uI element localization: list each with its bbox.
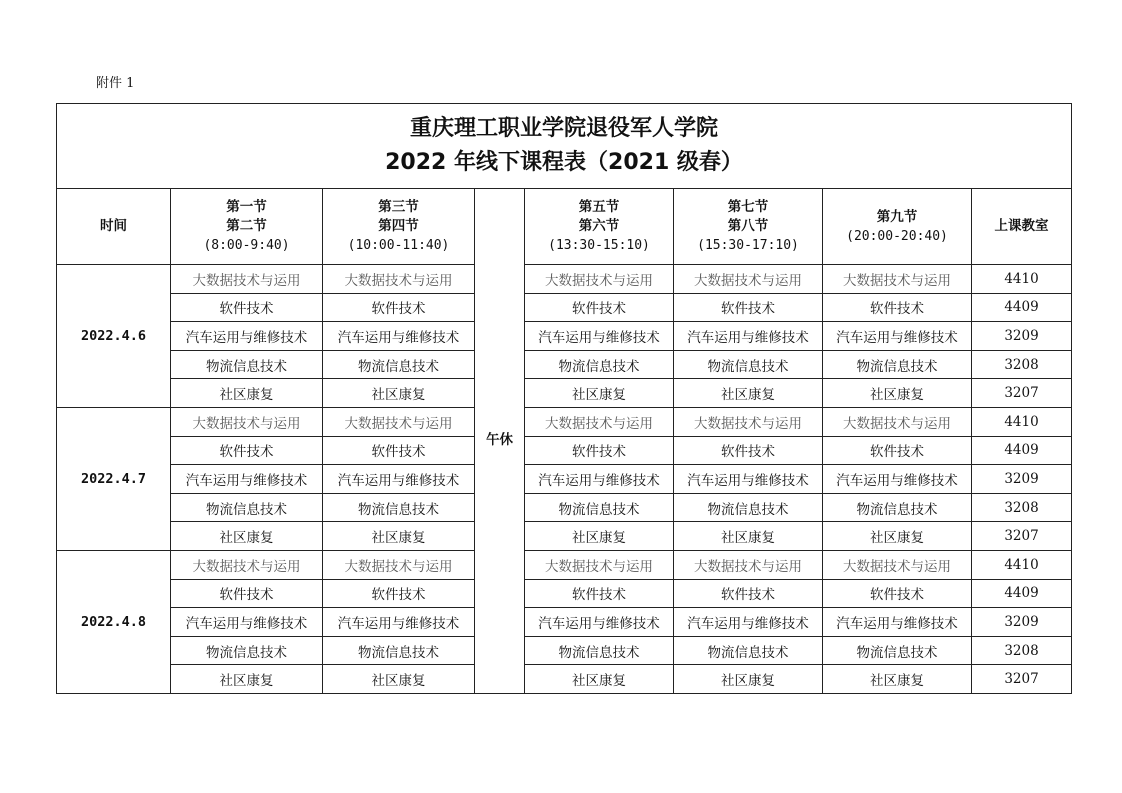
course-cell-p9: 软件技术 xyxy=(823,293,972,322)
course-cell-p34: 物流信息技术 xyxy=(323,636,475,665)
date-cell: 2022.4.6 xyxy=(57,265,171,408)
course-cell-p78: 社区康复 xyxy=(674,522,823,551)
classroom-cell: 4409 xyxy=(972,436,1072,465)
course-cell-p78: 物流信息技术 xyxy=(674,493,823,522)
course-cell-p78: 软件技术 xyxy=(674,579,823,608)
header-period-7-8: 第七节 第八节 (15:30-17:10) xyxy=(674,189,823,265)
course-cell-p56: 汽车运用与维修技术 xyxy=(525,465,674,494)
date-cell: 2022.4.7 xyxy=(57,407,171,550)
course-cell-p9: 汽车运用与维修技术 xyxy=(823,608,972,637)
course-cell-p9: 物流信息技术 xyxy=(823,350,972,379)
course-cell-p12: 软件技术 xyxy=(171,436,323,465)
table-row xyxy=(57,350,1072,379)
table-row xyxy=(57,493,1072,522)
course-cell-p56: 大数据技术与运用 xyxy=(525,550,674,579)
course-cell-p9: 软件技术 xyxy=(823,436,972,465)
course-cell-p56: 物流信息技术 xyxy=(525,493,674,522)
table-row xyxy=(57,550,1072,579)
course-cell-p56: 软件技术 xyxy=(525,436,674,465)
table-row xyxy=(57,407,1072,436)
course-cell-p12: 物流信息技术 xyxy=(171,350,323,379)
course-cell-p34: 物流信息技术 xyxy=(323,350,475,379)
course-cell-p56: 软件技术 xyxy=(525,293,674,322)
classroom-cell: 3207 xyxy=(972,522,1072,551)
course-cell-p56: 社区康复 xyxy=(525,522,674,551)
course-cell-p12: 软件技术 xyxy=(171,579,323,608)
course-cell-p34: 汽车运用与维修技术 xyxy=(323,608,475,637)
classroom-cell: 3209 xyxy=(972,465,1072,494)
course-cell-p12: 软件技术 xyxy=(171,293,323,322)
course-cell-p56: 大数据技术与运用 xyxy=(525,407,674,436)
table-row xyxy=(57,293,1072,322)
course-cell-p34: 汽车运用与维修技术 xyxy=(323,465,475,494)
course-cell-p34: 社区康复 xyxy=(323,379,475,408)
table-row xyxy=(57,665,1072,694)
table-row xyxy=(57,608,1072,637)
classroom-cell: 4410 xyxy=(972,265,1072,294)
course-cell-p9: 大数据技术与运用 xyxy=(823,550,972,579)
course-cell-p34: 社区康复 xyxy=(323,522,475,551)
course-cell-p34: 大数据技术与运用 xyxy=(323,407,475,436)
classroom-cell: 3208 xyxy=(972,350,1072,379)
course-cell-p78: 软件技术 xyxy=(674,293,823,322)
course-cell-p12: 物流信息技术 xyxy=(171,636,323,665)
course-cell-p12: 社区康复 xyxy=(171,522,323,551)
course-cell-p34: 软件技术 xyxy=(323,293,475,322)
table-row xyxy=(57,322,1072,351)
classroom-cell: 3207 xyxy=(972,379,1072,408)
course-cell-p56: 物流信息技术 xyxy=(525,350,674,379)
course-cell-p9: 社区康复 xyxy=(823,665,972,694)
table-row xyxy=(57,465,1072,494)
course-cell-p12: 大数据技术与运用 xyxy=(171,265,323,294)
course-cell-p9: 社区康复 xyxy=(823,379,972,408)
course-cell-p78: 社区康复 xyxy=(674,379,823,408)
course-cell-p78: 大数据技术与运用 xyxy=(674,265,823,294)
course-cell-p56: 软件技术 xyxy=(525,579,674,608)
classroom-cell: 3207 xyxy=(972,665,1072,694)
course-cell-p34: 软件技术 xyxy=(323,579,475,608)
classroom-cell: 3208 xyxy=(972,493,1072,522)
course-cell-p12: 汽车运用与维修技术 xyxy=(171,322,323,351)
header-period-3-4: 第三节 第四节 (10:00-11:40) xyxy=(323,189,475,265)
header-time: 时间 xyxy=(57,189,171,265)
course-cell-p56: 物流信息技术 xyxy=(525,636,674,665)
course-cell-p12: 社区康复 xyxy=(171,379,323,408)
course-cell-p9: 大数据技术与运用 xyxy=(823,407,972,436)
course-cell-p56: 社区康复 xyxy=(525,665,674,694)
course-cell-p56: 社区康复 xyxy=(525,379,674,408)
course-cell-p34: 大数据技术与运用 xyxy=(323,265,475,294)
course-cell-p78: 物流信息技术 xyxy=(674,350,823,379)
header-period-9: 第九节 (20:00-20:40) xyxy=(823,189,972,265)
table-row xyxy=(57,436,1072,465)
attachment-label: 附件 1 xyxy=(96,76,135,91)
course-cell-p9: 汽车运用与维修技术 xyxy=(823,322,972,351)
course-cell-p12: 物流信息技术 xyxy=(171,493,323,522)
course-cell-p34: 软件技术 xyxy=(323,436,475,465)
classroom-cell: 4410 xyxy=(972,550,1072,579)
course-cell-p78: 物流信息技术 xyxy=(674,636,823,665)
course-cell-p9: 物流信息技术 xyxy=(823,493,972,522)
course-cell-p12: 汽车运用与维修技术 xyxy=(171,608,323,637)
classroom-cell: 4410 xyxy=(972,407,1072,436)
classroom-cell: 3208 xyxy=(972,636,1072,665)
course-cell-p78: 汽车运用与维修技术 xyxy=(674,465,823,494)
course-cell-p56: 汽车运用与维修技术 xyxy=(525,608,674,637)
table-row xyxy=(57,522,1072,551)
table-row xyxy=(57,636,1072,665)
classroom-cell: 4409 xyxy=(972,579,1072,608)
classroom-cell: 3209 xyxy=(972,322,1072,351)
classroom-cell: 4409 xyxy=(972,293,1072,322)
header-period-1-2: 第一节 第二节 (8:00-9:40) xyxy=(171,189,323,265)
table-title-cell xyxy=(57,104,1072,189)
table-row xyxy=(57,265,1072,294)
course-cell-p78: 大数据技术与运用 xyxy=(674,407,823,436)
course-cell-p56: 汽车运用与维修技术 xyxy=(525,322,674,351)
course-cell-p78: 汽车运用与维修技术 xyxy=(674,322,823,351)
course-cell-p34: 社区康复 xyxy=(323,665,475,694)
course-schedule-table xyxy=(56,103,1072,694)
course-cell-p56: 大数据技术与运用 xyxy=(525,265,674,294)
course-cell-p34: 汽车运用与维修技术 xyxy=(323,322,475,351)
course-cell-p78: 社区康复 xyxy=(674,665,823,694)
course-cell-p78: 大数据技术与运用 xyxy=(674,550,823,579)
table-row xyxy=(57,579,1072,608)
noon-break-cell: 午休 xyxy=(475,189,525,694)
header-period-5-6: 第五节 第六节 (13:30-15:10) xyxy=(525,189,674,265)
course-cell-p78: 软件技术 xyxy=(674,436,823,465)
course-cell-p12: 汽车运用与维修技术 xyxy=(171,465,323,494)
school-title: 重庆理工职业学院退役军人学院 xyxy=(410,116,719,141)
course-cell-p12: 社区康复 xyxy=(171,665,323,694)
schedule-title: 2022 年线下课程表（2021 级春） xyxy=(385,150,743,175)
course-cell-p34: 物流信息技术 xyxy=(323,493,475,522)
header-row xyxy=(57,189,1072,265)
table-row xyxy=(57,379,1072,408)
course-cell-p78: 汽车运用与维修技术 xyxy=(674,608,823,637)
course-cell-p9: 软件技术 xyxy=(823,579,972,608)
course-cell-p12: 大数据技术与运用 xyxy=(171,550,323,579)
course-cell-p12: 大数据技术与运用 xyxy=(171,407,323,436)
course-cell-p34: 大数据技术与运用 xyxy=(323,550,475,579)
course-cell-p9: 物流信息技术 xyxy=(823,636,972,665)
course-cell-p9: 社区康复 xyxy=(823,522,972,551)
course-cell-p9: 大数据技术与运用 xyxy=(823,265,972,294)
classroom-cell: 3209 xyxy=(972,608,1072,637)
header-classroom: 上课教室 xyxy=(972,189,1072,265)
date-cell: 2022.4.8 xyxy=(57,550,171,693)
course-cell-p9: 汽车运用与维修技术 xyxy=(823,465,972,494)
